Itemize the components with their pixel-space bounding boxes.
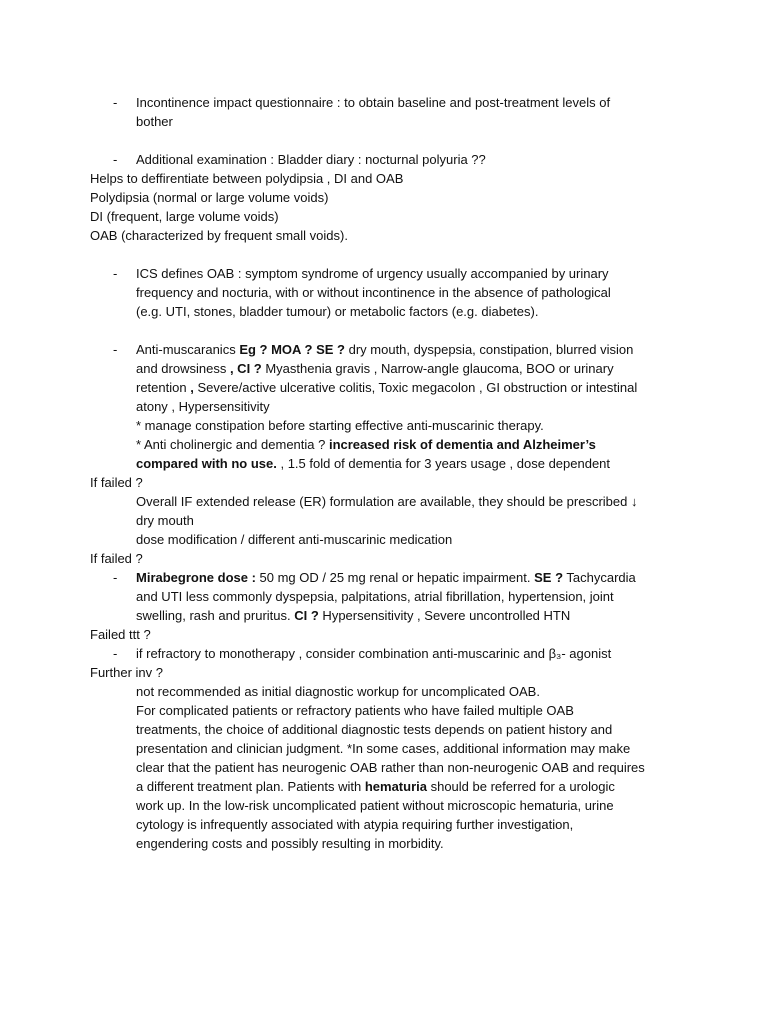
bold-segment: , [190,380,194,395]
text-segment: Severe/active ulcerative colitis, Toxic megacolon , GI obstruction or intestinal [193,380,638,395]
text-line: Overall IF extended release (ER) formulation are available, they should be prescribed ↓ [136,494,638,509]
bullet-dash: - [113,95,118,110]
text-line: cytology is infrequently associated with atypia requiring further investigation, [136,817,574,832]
text-line: DI (frequent, large volume voids) [90,209,279,224]
text-line: dry mouth [136,513,194,528]
text-line [136,568,636,587]
text-line: presentation and clinician judgment. *In some cases, additional information may make [136,741,631,756]
text-segment: * Anti cholinergic and dementia ? [136,437,329,452]
text-line [136,777,615,796]
text-line [136,340,633,359]
text-line: frequency and nocturia, with or without incontinence in the absence of pathological [136,285,611,300]
text-line: For complicated patients or refractory patients who have failed multiple OAB [136,703,574,718]
text-line: Additional examination : Bladder diary : nocturnal polyuria ?? [136,152,486,167]
bold-segment: SE ? [534,570,564,585]
text-line: engendering costs and possibly resulting in morbidity. [136,836,444,851]
text-line: bother [136,114,173,129]
text-line: treatments, the choice of additional diagnostic tests depends on patient history and [136,722,613,737]
text-line: Further inv ? [90,665,163,680]
text-line: Failed ttt ? [90,627,151,642]
text-segment: , 1.5 fold of dementia for 3 years usage , dose dependent [276,456,611,471]
bold-segment: CI ? [294,608,319,623]
text-segment: swelling, rash and pruritus. [136,608,295,623]
bold-segment: increased risk of dementia and Alzheimer’s [328,437,596,452]
text-segment: should be referred for a urologic [426,779,615,794]
bullet-dash: - [113,646,118,661]
text-line [136,435,596,454]
text-segment: 50 mg OD / 25 mg renal or hepatic impairment. [255,570,535,585]
text-line: and UTI less commonly dyspepsia, palpitations, atrial fibrillation, hypertension, joint [136,589,614,604]
text-segment: and drowsiness [136,361,230,376]
text-line: Incontinence impact questionnaire : to obtain baseline and post-treatment levels of [136,95,611,110]
text-line: * manage constipation before starting effective anti-muscarinic therapy. [136,418,544,433]
text-line: OAB (characterized by frequent small voids). [90,228,348,243]
bold-segment: , CI ? [229,361,262,376]
text-line [136,359,614,378]
text-line: if refractory to monotherapy , consider combination anti-muscarinic and β₃- agonist [136,646,612,661]
text-line: atony , Hypersensitivity [136,399,270,414]
bold-segment: hematuria [364,779,427,794]
text-line [136,606,570,625]
text-segment: dry mouth, dyspepsia, constipation, blurred vision [345,342,634,357]
bold-segment: compared with no use. [136,456,277,471]
text-segment: a different treatment plan. Patients with [136,779,365,794]
text-line: dose modification / different anti-muscarinic medication [136,532,453,547]
bold-segment: Eg ? MOA ? SE ? [239,342,345,357]
text-line: (e.g. UTI, stones, bladder tumour) or metabolic factors (e.g. diabetes). [136,304,539,319]
text-segment: Myasthenia gravis , Narrow-angle glaucoma, BOO or urinary [261,361,614,376]
bullet-dash: - [113,570,118,585]
text-segment: Anti-muscaranics [136,342,240,357]
text-line: Polydipsia (normal or large volume voids) [90,190,329,205]
text-segment: retention [136,380,191,395]
text-line [136,378,637,397]
bold-segment: Mirabegrone dose : [136,570,256,585]
text-line: If failed ? [90,475,143,490]
text-line [136,454,610,473]
bullet-dash: - [113,342,118,357]
bullet-dash: - [113,266,118,281]
bullet-dash: - [113,152,118,167]
text-line: not recommended as initial diagnostic workup for uncomplicated OAB. [136,684,540,699]
text-line: If failed ? [90,551,143,566]
text-line: Helps to deffirentiate between polydipsia , DI and OAB [90,171,404,186]
text-segment: Hypersensitivity , Severe uncontrolled HTN [318,608,571,623]
text-segment: Tachycardia [563,570,636,585]
text-line: clear that the patient has neurogenic OAB rather than non-neurogenic OAB and requires [136,760,645,775]
text-line: work up. In the low-risk uncomplicated patient without microscopic hematuria, urine [136,798,614,813]
text-line: ICS defines OAB : symptom syndrome of urgency usually accompanied by urinary [136,266,609,281]
